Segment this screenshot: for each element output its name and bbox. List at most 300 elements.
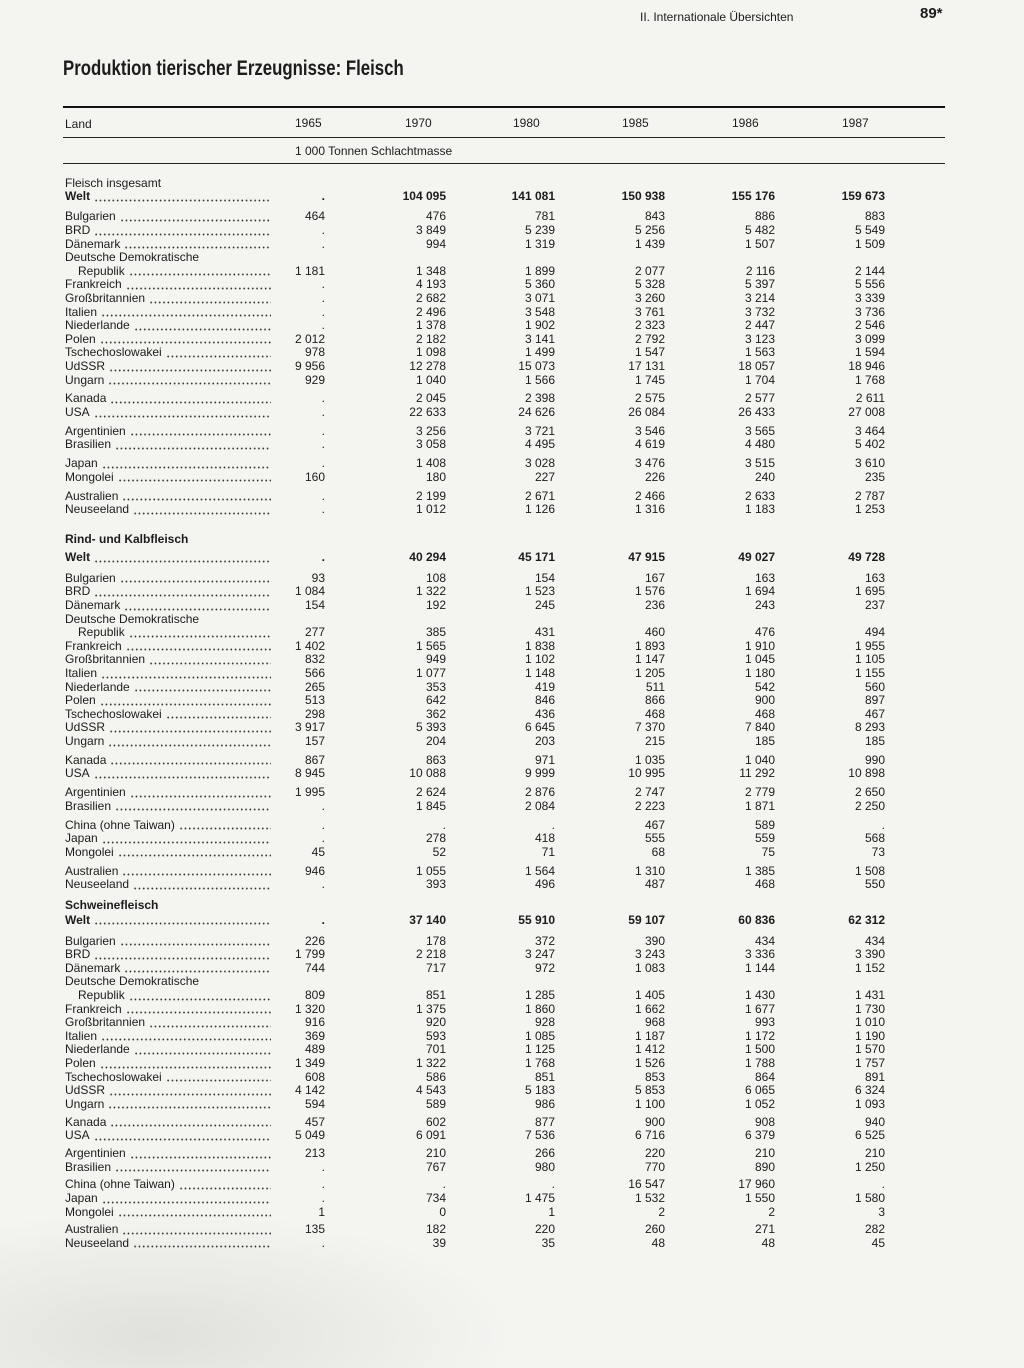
country-name: Welt [65,913,91,927]
value-1965: . [321,304,325,319]
value-1985: 1 405 [634,988,665,1003]
value-1970: 476 [425,209,446,224]
leader-dots [109,369,271,372]
value-1985: 468 [644,706,665,721]
value-1970: 4 193 [415,277,446,292]
value-1987: 27 008 [848,404,885,419]
value-1965: . [321,1190,325,1205]
value-1965: . [321,456,325,471]
row-label [63,210,275,224]
value-1965: 298 [304,706,325,721]
country-row [63,626,945,640]
leader-dots [118,479,271,482]
leader-dots [122,1232,271,1235]
country-row [63,754,945,768]
value-1987: 940 [864,1114,885,1129]
value-1985: 2 575 [634,391,665,406]
value-1970: 40 294 [409,550,446,565]
value-1980: . [551,1177,555,1192]
country-name: Argentinien [65,786,126,800]
value-1986: 1 045 [744,652,775,667]
value-1980: 1 148 [524,666,555,681]
value-1987: 2 546 [854,318,885,333]
leader-dots [94,776,271,779]
value-1985: 1 526 [634,1056,665,1070]
value-1987: 2 144 [854,263,885,278]
row-label [63,503,275,517]
row-label [63,425,275,439]
value-1985: 555 [644,831,665,846]
column-header-land: Land [65,117,92,131]
value-1985: 260 [644,1222,665,1237]
country-row [63,846,945,860]
value-1987: 1 580 [854,1190,885,1205]
row-label [63,360,275,374]
row-label [63,640,275,654]
value-1987: 1 253 [854,502,885,517]
value-1987: 2 611 [855,391,885,406]
country-name: USA [65,405,90,419]
country-row [63,572,945,586]
row-label [63,878,275,892]
value-1970: . [442,1177,446,1192]
leader-dots [101,676,271,679]
country-row [63,1043,945,1057]
country-group [63,1223,945,1250]
value-1980: 3 028 [524,456,555,471]
country-name: Japan [65,832,98,846]
country-name: Ungarn [65,735,105,748]
value-1987: 1 594 [854,345,885,360]
country-name: Japan [65,1191,98,1205]
country-row [63,1057,945,1071]
value-1965: 135 [304,1222,325,1237]
value-1986: 1 677 [744,1001,775,1016]
value-1987: 2 250 [854,798,885,813]
column-header-year: 1986 [732,116,759,130]
leader-dots [118,1214,271,1217]
country-group [63,1116,945,1143]
value-1985: 1 532 [634,1190,665,1205]
value-1970: 4 543 [415,1083,446,1098]
unit-rule [63,163,945,164]
value-1980: 2 084 [524,798,555,813]
value-1987: 2 650 [854,785,885,800]
leader-dots [94,922,271,925]
country-name: BRD [65,948,91,962]
value-1987: 1 093 [854,1096,885,1111]
country-row [63,346,945,360]
value-1970: 39 [432,1235,446,1250]
row-label [63,1057,275,1071]
value-1987: 62 312 [848,912,885,927]
leader-dots [120,219,271,222]
value-1985: 3 476 [634,456,665,471]
value-1965: . [321,831,325,846]
value-1985: 10 995 [628,766,665,781]
value-1986: 3 565 [744,423,775,438]
value-1987: 159 673 [841,189,885,204]
value-1985: 48 [651,1235,665,1250]
value-1987: 2 787 [854,488,885,503]
value-1965: . [321,277,325,292]
row-label [63,1129,275,1143]
value-1986: 75 [761,844,775,859]
unit-row [63,138,945,164]
value-1986: 48 [761,1235,775,1250]
value-1970: 1 845 [415,798,446,813]
value-1970: 920 [425,1015,446,1030]
row-label [63,1237,275,1251]
value-1986: 6 379 [744,1128,775,1143]
value-1987: 1 508 [854,863,885,878]
country-group [63,786,945,813]
country-name: Argentinien [65,1146,126,1160]
value-1980: 781 [534,209,555,224]
row-label [63,989,275,1003]
country-row [63,721,945,735]
row-label [63,786,275,800]
value-1970: 2 682 [415,291,446,306]
row-label [63,962,275,976]
value-1965: . [321,318,325,333]
value-1986: 18 057 [738,359,775,374]
value-1987: 5 402 [854,437,885,452]
value-1970: 767 [425,1159,446,1174]
leader-dots [149,301,271,304]
row-label [63,406,275,420]
value-1980: 1 126 [524,502,555,517]
leader-dots [102,841,271,844]
value-1985: 2 077 [634,263,665,278]
value-1980: 3 247 [524,947,555,962]
value-1965: 157 [304,734,325,748]
value-1965: . [321,223,325,238]
country-row [63,640,945,654]
value-1987: 990 [864,752,885,767]
country-name: Welt [65,190,91,204]
country-row [63,832,945,846]
value-1980: 1 860 [524,1001,555,1016]
value-1965: 832 [304,652,325,667]
country-name: Großbritannien [65,1016,146,1030]
country-row [63,800,945,814]
value-1965: 1 181 [294,263,325,278]
country-row [63,989,945,1003]
value-1965: 5 049 [294,1128,325,1143]
value-1980: 431 [534,625,555,640]
country-name: Kanada [65,753,107,767]
country-row [63,667,945,681]
country-name: Polen [65,1057,96,1070]
leader-dots [102,466,271,469]
value-1987: 10 898 [848,766,885,781]
country-row [63,1206,945,1220]
country-row [63,457,945,471]
leader-dots [115,1169,271,1172]
value-1970: 994 [425,236,446,251]
leader-dots [94,415,271,418]
row-label [63,392,275,406]
column-header-year: 1980 [513,116,540,130]
country-row [63,694,945,708]
country-name: Japan [65,457,98,471]
leader-dots [110,1124,271,1127]
value-1970: 2 218 [415,947,446,962]
value-1965: 1 349 [294,1056,325,1070]
value-1987: 1 105 [854,652,885,667]
value-1987: 550 [864,877,885,892]
country-row [63,1116,945,1130]
value-1970: 642 [425,693,446,708]
leader-dots [179,1187,271,1190]
value-1970: 1 375 [415,1001,446,1016]
value-1987: 5 556 [854,277,885,292]
leader-dots [166,1079,271,1082]
country-name: Neuseeland [65,1236,130,1250]
value-1987: 1 250 [854,1159,885,1174]
country-row [63,599,945,613]
value-1965: 45 [311,844,325,859]
leader-dots [94,199,271,202]
country-name: Australien [65,1223,119,1237]
value-1987: 1 155 [854,666,885,681]
value-1970: 2 199 [415,488,446,503]
value-1970: 182 [425,1222,446,1237]
value-1986: 11 292 [739,766,775,781]
value-1965: 154 [304,598,325,613]
value-1985: 26 084 [628,404,665,419]
value-1965: 1 320 [294,1001,325,1016]
row-label [63,1084,275,1098]
row-label [63,190,275,204]
value-1985: 2 [658,1204,665,1219]
leader-dots [122,498,271,501]
value-1965: 226 [304,933,325,948]
leader-dots [94,957,271,960]
value-1985: 5 256 [634,223,665,238]
value-1965: 513 [304,693,325,708]
leader-dots [108,744,271,747]
country-name: Italien [65,667,98,681]
row-label [63,653,275,667]
value-1985: 17 131 [628,359,665,374]
value-1965: . [321,189,325,204]
value-1985: 236 [644,598,665,613]
value-1980: 2 671 [524,488,555,503]
country-name: Frankreich [65,639,122,653]
value-1965: 1 402 [294,638,325,653]
value-1986: 993 [754,1015,775,1030]
value-1965: . [321,404,325,419]
country-name: UdSSR [65,1084,106,1098]
value-1970: 2 045 [415,391,446,406]
country-name: Brasilien [65,799,112,813]
value-1986: 3 732 [744,304,775,319]
value-1970: 701 [425,1042,446,1057]
leader-dots [101,314,271,317]
value-1970: 2 496 [415,304,446,319]
row-label [63,626,275,640]
value-1985: 1 745 [634,372,665,387]
country-group [63,819,945,860]
value-1986: 908 [754,1114,775,1129]
country-name: Kanada [65,1115,107,1129]
row-label [63,819,275,833]
value-1970: 12 278 [409,359,446,374]
country-row [63,962,945,976]
value-1965: 160 [304,469,325,484]
value-1987: 883 [864,209,885,224]
value-1980: 71 [541,844,555,859]
value-1965: 2 012 [294,331,325,346]
row-label [63,708,275,722]
value-1987: 1 570 [854,1042,885,1057]
leader-dots [120,580,271,583]
value-1965: 1 084 [294,584,325,599]
value-1986: 886 [754,209,775,224]
value-1970: 0 [439,1204,446,1219]
leader-dots [179,827,271,830]
value-1980: 2 876 [524,785,555,800]
value-1985: 3 243 [634,947,665,962]
value-1980: 877 [534,1114,555,1129]
value-1987: 45 [871,1235,885,1250]
country-group [63,1178,945,1219]
page-title: Produktion tierischer Erzeugnisse: Fleisch [63,57,404,80]
country-group [63,572,945,749]
value-1970: 589 [425,1096,446,1111]
row-label [63,935,275,949]
country-name: Mongolei [65,845,114,859]
value-1987: 3 099 [854,331,885,346]
row-label [63,1030,275,1044]
value-1965: . [321,1177,325,1192]
world-total-row [63,914,945,928]
value-1965: . [321,391,325,406]
row-label [63,800,275,814]
leader-dots [94,1138,271,1141]
value-1985: 4 619 [634,437,665,452]
row-label [63,914,275,928]
leader-dots [129,273,271,276]
country-name: Republik [78,264,125,278]
value-1980: 372 [534,933,555,948]
leader-dots [166,716,271,719]
value-1980: 7 536 [524,1128,555,1143]
value-1986: 210 [754,1145,775,1160]
value-1965: 594 [304,1096,325,1111]
value-1986: 26 433 [738,404,775,419]
value-1980: 1 902 [524,318,555,333]
row-label [63,374,275,388]
value-1980: 1 838 [524,638,555,653]
row-label [63,865,275,879]
value-1970: 22 633 [409,404,446,419]
value-1987: 237 [864,598,885,613]
value-1985: 2 466 [634,488,665,503]
column-header-year: 1987 [842,116,869,130]
value-1965: 213 [304,1145,325,1160]
value-1980: 5 360 [524,277,555,292]
country-name: Frankreich [65,278,122,292]
value-1987: 3 464 [854,423,885,438]
country-row [63,786,945,800]
value-1986: 163 [754,570,775,585]
country-name: Brasilien [65,438,112,452]
country-name: Australien [65,489,119,503]
country-group [63,425,945,452]
row-label [63,292,275,306]
value-1987: 1 190 [854,1028,885,1043]
value-1970: 1 077 [415,666,446,681]
value-1987: 49 728 [848,550,885,565]
value-1965: 9 956 [294,359,325,374]
value-1986: 1 500 [744,1042,775,1057]
row-label [63,754,275,768]
country-row [63,681,945,695]
value-1965: . [321,877,325,892]
value-1985: 2 223 [634,798,665,813]
meat-production-table [63,106,945,1250]
country-row [63,1003,945,1017]
value-1985: 6 716 [634,1128,665,1143]
value-1985: 2 747 [634,785,665,800]
value-1986: 864 [754,1069,775,1084]
value-1965: 277 [304,625,325,640]
value-1965: 93 [311,570,325,585]
value-1987: . [881,817,885,832]
value-1970: 1 322 [415,584,446,599]
value-1987: 434 [864,933,885,948]
country-row [63,392,945,406]
value-1965: . [321,1159,325,1174]
column-header-row [63,108,945,137]
leader-dots [133,1245,271,1248]
value-1970: 178 [425,933,446,948]
country-name: Dänemark [65,961,121,975]
value-1987: 18 946 [848,359,885,374]
country-row [63,1071,945,1085]
country-row [63,1178,945,1192]
value-1986: 900 [754,693,775,708]
value-1970: 180 [425,469,446,484]
value-1986: 2 633 [744,488,775,503]
country-row [63,360,945,374]
value-1985: 1 316 [634,502,665,517]
country-name: UdSSR [65,721,106,735]
country-row [63,238,945,252]
value-1980: 5 239 [524,223,555,238]
value-1970: 104 095 [402,189,446,204]
country-name: Mongolei [65,470,114,484]
value-1970: 37 140 [409,912,446,927]
country-name-line1: Deutsche Demokratische [65,611,200,626]
value-1970: 734 [425,1190,446,1205]
value-1965: 978 [304,345,325,360]
value-1985: 167 [644,570,665,585]
value-1985: 390 [644,933,665,948]
leader-dots [130,1156,271,1159]
value-1965: . [321,798,325,813]
leader-dots [149,662,271,665]
country-name-line1: Deutsche Demokratische [65,250,200,265]
row-label [63,1098,275,1112]
value-1985: 3 260 [634,291,665,306]
value-1965: . [321,291,325,306]
value-1986: 4 480 [744,437,775,452]
value-1985: 467 [644,817,665,832]
